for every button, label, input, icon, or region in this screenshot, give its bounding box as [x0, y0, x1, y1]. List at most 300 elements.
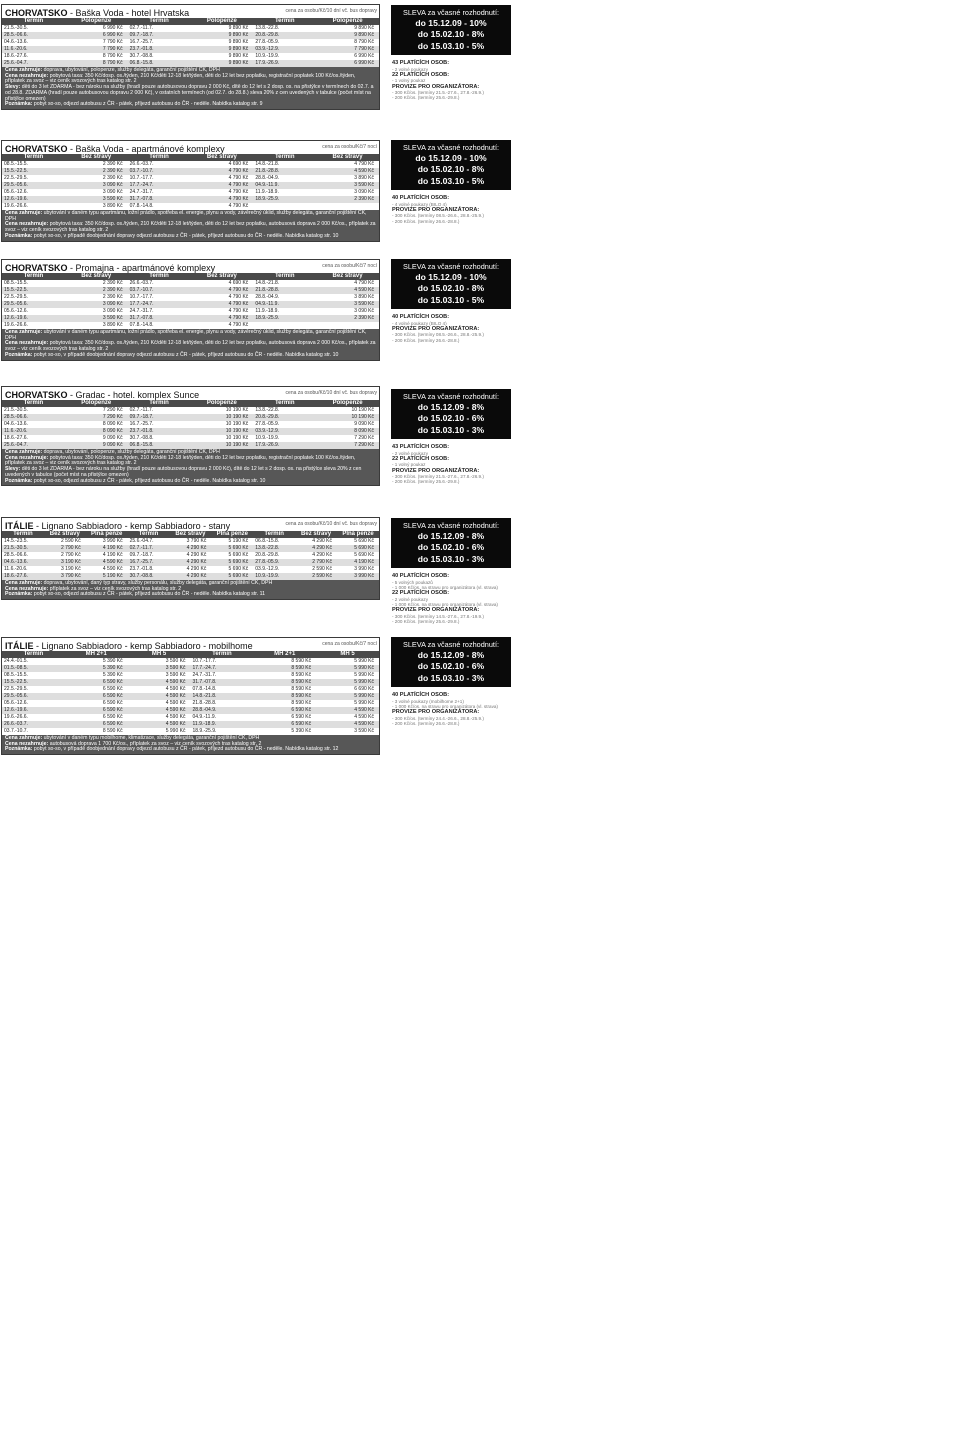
table-cell: 22.5.-29.5.	[2, 294, 65, 301]
table-cell: 21.8.-28.8.	[190, 700, 253, 707]
table-cell: 4 790 Kč	[190, 168, 253, 175]
section-header	[2, 518, 379, 531]
price-table-body	[2, 161, 379, 210]
table-cell: 10.7.-17.7.	[128, 175, 191, 182]
group-offer-heading: 40 PLATÍCÍCH OSOB:	[392, 573, 450, 580]
column-header: MH 2+1	[253, 651, 316, 658]
discount-panel	[391, 259, 511, 343]
info-value: pobyt so-so, odjezd autobusu z ČR - pátek, příjezd autobusu do ČR - neděle. Nabídka katalog str. 9	[32, 101, 263, 108]
table-cell: 18.6.-27.6.	[2, 53, 65, 60]
table-cell: 5 990 Kč	[316, 693, 379, 700]
column-header: Termín	[253, 154, 316, 161]
table-cell: 8 790 Kč	[65, 53, 128, 60]
table-row	[2, 315, 379, 322]
section-info	[2, 210, 379, 241]
table-cell: 04.9.-11.9.	[253, 301, 316, 308]
table-cell: 8 090 Kč	[65, 421, 128, 428]
early-booking-box	[391, 259, 511, 309]
table-cell: 3 790 Kč	[170, 538, 212, 545]
table-cell: 10 190 Kč	[316, 407, 379, 414]
table-cell: 2 790 Kč	[44, 545, 86, 552]
discount-panel	[391, 389, 511, 485]
table-cell: 02.7.-11.7.	[128, 407, 191, 414]
table-cell: 10.9.-19.9.	[253, 435, 316, 442]
table-cell: 3 190 Kč	[44, 566, 86, 573]
column-header: Polopenze	[316, 18, 379, 25]
table-row	[2, 658, 379, 665]
early-booking-line: do 15.12.09 - 8%	[417, 650, 485, 660]
table-cell: 3 090 Kč	[65, 189, 128, 196]
table-cell: 04.9.-11.9.	[190, 714, 253, 721]
early-booking-line: do 15.12.09 - 8%	[417, 531, 485, 541]
column-header: Termín	[190, 651, 253, 658]
price-table-box	[1, 259, 380, 361]
table-row	[2, 545, 379, 552]
section-title	[5, 144, 225, 154]
info-value: pobyt so-so, v případě doobjednání dopravy odjezd autobusu z ČR - pátek, příjezd autobusu do ČR - neděle. Nabídka katalog str. 12	[32, 746, 339, 753]
table-row	[2, 161, 379, 168]
table-cell: 4 590 Kč	[128, 693, 191, 700]
table-cell: 3 990 Kč	[337, 566, 379, 573]
info-value: autobusová doprava 1 700 Kč/os., příplatek za svoz – viz ceník svozových tras katalog str. 2	[48, 740, 262, 747]
group-offer-item: - 300 Kč/os. (termíny 21.5.-27.6., 27.8.-26.9.)	[392, 90, 484, 96]
table-cell: 26.6.-03.7.	[128, 161, 191, 168]
column-header: Bez stravy	[170, 531, 212, 538]
early-booking-line: do 15.02.10 - 6%	[417, 413, 485, 424]
table-cell: 2 590 Kč	[44, 538, 86, 545]
table-cell: 4 290 Kč	[170, 573, 212, 580]
table-row	[2, 672, 379, 679]
table-cell: 6 690 Kč	[316, 686, 379, 693]
table-cell: 17.7.-24.7.	[128, 182, 191, 189]
table-row	[2, 294, 379, 301]
table-cell: 15.5.-22.5.	[2, 679, 65, 686]
column-header: Termín	[128, 154, 191, 161]
table-cell: 5 990 Kč	[316, 665, 379, 672]
section-info	[2, 449, 379, 485]
table-cell: 12.6.-19.6.	[2, 707, 65, 714]
table-cell: 4 290 Kč	[170, 545, 212, 552]
table-cell	[316, 322, 379, 329]
info-value: děti do 3 let ZDARMA - bez nároku na služby (hradí pouze autobusovou dopravu 2 000 Kč, dítě do 12 let s 2 dosp. os. na přistýlce v termínech do 02.7. a od 28.8. ZDARMA (hradí pouze autobusovou dopravu 2 000 Kč), v ostatních termínech (od 02.7. do 28.8.) sleva 20% z cen uvedených v tabulce (počet míst na přistýlce omezen)	[5, 84, 374, 102]
table-cell: 03.7.-10.7.	[128, 168, 191, 175]
table-cell: 31.7.-07.8.	[128, 196, 191, 203]
group-offer-heading: PROVIZE PRO ORGANIZÁTORA:	[392, 206, 480, 213]
table-row	[2, 559, 379, 566]
table-cell: 4 590 Kč	[128, 700, 191, 707]
table-cell: 10 190 Kč	[190, 407, 253, 414]
info-key: Poznámka:	[5, 101, 33, 108]
table-cell: 4 590 Kč	[128, 707, 191, 714]
table-cell: 5 990 Kč	[128, 728, 191, 735]
table-row	[2, 407, 379, 414]
info-value: ubytování v daném typu apartmánu, ložní prádlo, spotřeba el. energie, plynu a vody, závěrečný úklid, služby delegáta, garanční pojištění CK, DPH	[5, 329, 367, 341]
info-key: Cena zahrnuje:	[5, 329, 43, 335]
table-cell: 3 090 Kč	[65, 301, 128, 308]
table-cell: 5 390 Kč	[65, 665, 128, 672]
table-cell: 20.8.-29.8.	[253, 32, 316, 39]
table-row	[2, 182, 379, 189]
table-cell: 09.7.-18.7.	[128, 32, 191, 39]
table-cell: 11.6.-20.6.	[2, 46, 65, 53]
early-booking-title: SLEVA za včasné rozhodnutí:	[403, 392, 499, 401]
early-booking-line: do 15.03.10 - 3%	[417, 672, 485, 683]
table-cell: 14.8.-21.8.	[190, 693, 253, 700]
section-title	[5, 263, 215, 273]
info-value: pobytová taxa: 350 Kč/dosp. os./týden, 210 Kč/děti 12-18 let/týden, děti do 12 let bez poplatku, registrační poplatek 100 Kč/os./týden, příplatek za svoz – viz ceník svozových tras katalog str. 2	[5, 454, 356, 467]
table-cell: 02.7.-11.7.	[128, 545, 170, 552]
column-header: Polopenze	[316, 400, 379, 407]
table-cell: 4 790 Kč	[190, 175, 253, 182]
early-booking-line: do 15.12.09 - 10%	[415, 18, 487, 28]
price-table-head	[2, 154, 379, 161]
table-cell: 10 190 Kč	[190, 421, 253, 428]
early-booking-line: do 15.03.10 - 5%	[417, 175, 485, 186]
table-cell: 28.8.-04.9.	[190, 707, 253, 714]
section-header	[2, 387, 379, 400]
table-cell: 20.8.-29.8.	[253, 552, 295, 559]
table-row	[2, 421, 379, 428]
table-cell: 2 790 Kč	[295, 559, 337, 566]
info-value: doprava, ubytování, daný typ stravy, služby personálu, služby delegáta, garanční pojištění CK, DPH	[42, 580, 273, 586]
table-cell: 5 990 Kč	[316, 700, 379, 707]
table-cell: 4 590 Kč	[128, 679, 191, 686]
table-cell: 4 590 Kč	[86, 559, 128, 566]
column-header: Plná penze	[211, 531, 253, 538]
table-cell: 10 190 Kč	[190, 428, 253, 435]
info-value: pobyt so-so, odjezd autobusu z ČR - pátek, příjezd autobusu do ČR - neděle. Nabídka katalog str. 11	[32, 591, 266, 598]
table-cell: 4 790 Kč	[190, 287, 253, 294]
table-cell: 6 990 Kč	[65, 25, 128, 32]
table-cell: 5 390 Kč	[65, 672, 128, 679]
table-cell: 24.7.-31.7.	[128, 189, 191, 196]
table-cell: 2 590 Kč	[295, 573, 337, 580]
table-cell: 4 790 Kč	[190, 294, 253, 301]
table-cell: 2 390 Kč	[316, 315, 379, 322]
table-cell: 6 990 Kč	[316, 60, 379, 67]
column-header: Termín	[2, 18, 65, 25]
table-cell: 17.7.-24.7.	[190, 665, 253, 672]
info-value: pobyt so-so, odjezd autobusu z ČR - pátek, příjezd autobusu do ČR - neděle. Nabídka katalog str. 10	[32, 477, 266, 484]
table-cell: 08.5.-15.5.	[2, 161, 65, 168]
section-info	[2, 329, 379, 360]
table-cell: 4 190 Kč	[337, 559, 379, 566]
table-cell: 13.8.-22.8.	[253, 407, 316, 414]
table-cell: 06.8.-15.8.	[253, 538, 295, 545]
table-cell: 27.8.-05.9.	[253, 559, 295, 566]
table-cell: 11.9.-18.9.	[190, 721, 253, 728]
group-offer	[391, 309, 511, 343]
discount-panel	[391, 637, 511, 726]
section-title	[5, 521, 230, 531]
price-table-body	[2, 407, 379, 449]
table-cell: 2 390 Kč	[65, 175, 128, 182]
group-offer-item: - 2 volné poukazy	[392, 450, 429, 456]
section-title-place: - Promajna - apartmánové komplexy	[67, 263, 216, 273]
price-table-head	[2, 651, 379, 658]
table-cell: 3 890 Kč	[65, 203, 128, 210]
info-value: děti do 3 let ZDARMA - bez nároku na služby (hradí pouze autobusovou dopravu 2 000 Kč), dítě do 12 let s 2 dosp. os. na přistýlce sleva 20% z cen uvedených v tabulce (počet míst na přistýlce omezen)	[5, 466, 362, 478]
group-offer-heading: 40 PLATÍCÍCH OSOB:	[392, 692, 450, 699]
info-line	[5, 747, 376, 753]
table-cell: 4 190 Kč	[86, 552, 128, 559]
table-cell: 14.8.-21.8.	[253, 161, 316, 168]
table-cell: 09.7.-18.7.	[128, 552, 170, 559]
table-cell: 08.5.-15.5.	[2, 672, 65, 679]
table-row	[2, 189, 379, 196]
table-cell: 9 090 Kč	[316, 421, 379, 428]
price-table-body	[2, 280, 379, 329]
group-offer-item: - 1 000 Kč/os. na stravu pro organizátora (vl. strava)	[392, 601, 498, 607]
header-row	[2, 400, 379, 407]
table-cell: 19.6.-26.6.	[2, 714, 65, 721]
info-line	[5, 353, 376, 359]
table-cell: 9 890 Kč	[190, 60, 253, 67]
column-header: Termín	[2, 400, 65, 407]
table-cell: 28.5.-06.6.	[2, 32, 65, 39]
column-header: Polopenze	[190, 18, 253, 25]
early-booking-line: do 15.03.10 - 5%	[417, 40, 485, 51]
table-cell: 28.8.-04.9.	[253, 175, 316, 182]
column-header: Plná penze	[86, 531, 128, 538]
table-row	[2, 60, 379, 67]
column-header: Termín	[2, 273, 65, 280]
table-cell: 5 990 Kč	[316, 658, 379, 665]
table-cell: 3 090 Kč	[65, 182, 128, 189]
column-header: Termín	[128, 18, 191, 25]
table-cell: 4 790 Kč	[190, 301, 253, 308]
table-cell: 6 590 Kč	[65, 700, 128, 707]
group-offer-item: - 2 volné poukazy	[392, 66, 429, 72]
table-cell: 4 590 Kč	[316, 714, 379, 721]
header-row	[2, 154, 379, 161]
info-value: pobyt so-so, v případě doobjednání dopravy odjezd autobusu z ČR - pátek, příjezd autobusu do ČR - neděle. Nabídka katalog str. 10	[32, 351, 339, 358]
group-offer	[391, 568, 511, 624]
table-cell: 4 590 Kč	[128, 686, 191, 693]
price-table-body	[2, 658, 379, 735]
early-booking-line: do 15.12.09 - 10%	[415, 272, 487, 282]
table-cell: 5 690 Kč	[211, 573, 253, 580]
section-info	[2, 735, 379, 754]
table-cell: 5 990 Kč	[316, 679, 379, 686]
column-header: Bez stravy	[65, 273, 128, 280]
table-cell: 07.8.-14.8.	[128, 322, 191, 329]
table-cell: 3 590 Kč	[65, 315, 128, 322]
group-offer-item: - 300 Kč/os. (termíny 14.5.-27.6., 27.8.-19.9.)	[392, 613, 484, 619]
table-cell: 3 890 Kč	[65, 322, 128, 329]
table-cell: 04.6.-13.6.	[2, 559, 44, 566]
table-cell: 16.7.-25.7.	[128, 421, 191, 428]
price-table	[2, 273, 379, 329]
table-row	[2, 428, 379, 435]
table-cell: 09.7.-18.7.	[128, 414, 191, 421]
table-cell: 4 790 Kč	[190, 203, 253, 210]
info-key: Poznámka:	[5, 477, 33, 484]
table-row	[2, 693, 379, 700]
group-offer-item: - 200 Kč/os. (termíny 25.6.-29.8.)	[392, 618, 460, 624]
section-title-place: - Gradac - hotel. komplex Sunce	[67, 390, 200, 400]
early-booking-box	[391, 140, 511, 190]
price-note: cena za osobu/Kč/10 dní vč. bus dopravy	[285, 521, 377, 527]
table-cell: 05.6.-12.6.	[2, 189, 65, 196]
table-row	[2, 175, 379, 182]
column-header: Polopenze	[65, 18, 128, 25]
table-cell: 01.5.-08.5.	[2, 665, 65, 672]
table-cell: 3 590 Kč	[128, 658, 191, 665]
table-cell: 6 590 Kč	[65, 686, 128, 693]
table-row	[2, 721, 379, 728]
group-offer-item: - 2 volné poukazy	[392, 596, 429, 602]
column-header: Bez stravy	[295, 531, 337, 538]
info-key: Cena nezahrnuje:	[5, 585, 49, 592]
group-offer-item: - 3 volné poukazy (mobilhome 2+1)	[392, 698, 464, 704]
price-table	[2, 400, 379, 449]
group-offer-heading: 43 PLATÍCÍCH OSOB:	[392, 444, 450, 451]
group-offer-item: - 200 Kč/os. (termíny 25.6.-29.8.)	[392, 95, 460, 101]
table-cell: 4 790 Kč	[190, 196, 253, 203]
table-cell: 8 590 Kč	[253, 679, 316, 686]
table-cell: 12.6.-19.6.	[2, 196, 65, 203]
price-note: cena za osobu/Kč/7 nocí	[322, 263, 377, 269]
table-row	[2, 301, 379, 308]
table-cell: 21.8.-28.8.	[253, 287, 316, 294]
group-offer-heading: 22 PLATÍCÍCH OSOB:	[392, 455, 450, 462]
discount-panel	[391, 5, 511, 101]
table-cell: 5 690 Kč	[211, 559, 253, 566]
early-booking-box	[391, 5, 511, 55]
info-key: Poznámka:	[5, 591, 33, 598]
table-cell: 3 890 Kč	[316, 175, 379, 182]
table-cell: 04.9.-11.9.	[253, 182, 316, 189]
price-table-head	[2, 273, 379, 280]
section-info	[2, 580, 379, 599]
table-cell: 19.6.-26.6.	[2, 203, 65, 210]
table-cell: 5 690 Kč	[211, 566, 253, 573]
column-header: Termín	[253, 273, 316, 280]
price-table-body	[2, 25, 379, 67]
early-booking-line: do 15.12.09 - 10%	[415, 153, 487, 163]
table-cell: 8 090 Kč	[65, 428, 128, 435]
table-cell: 8 590 Kč	[253, 665, 316, 672]
table-cell: 18.6.-27.6.	[2, 573, 44, 580]
table-cell: 14.8.-21.8.	[253, 280, 316, 287]
column-header: Termín	[128, 531, 170, 538]
price-table-box	[1, 4, 380, 110]
table-cell: 9 890 Kč	[316, 32, 379, 39]
table-cell: 5 690 Kč	[211, 545, 253, 552]
column-header: Termín	[2, 154, 65, 161]
column-header: Bez stravy	[44, 531, 86, 538]
price-note: cena za osobu/Kč/7 nocí	[322, 641, 377, 647]
early-booking-title: SLEVA za včasné rozhodnutí:	[403, 262, 499, 271]
table-row	[2, 566, 379, 573]
table-cell: 6 990 Kč	[65, 32, 128, 39]
group-offer-item: - 1 volný poukaz	[392, 78, 426, 84]
table-cell: 15.5.-22.5.	[2, 287, 65, 294]
table-cell: 8 090 Kč	[316, 428, 379, 435]
table-cell: 7 290 Kč	[65, 414, 128, 421]
table-row	[2, 53, 379, 60]
table-cell: 15.5.-22.5.	[2, 168, 65, 175]
table-cell: 30.7.-08.8.	[128, 435, 191, 442]
table-row	[2, 714, 379, 721]
table-cell: 8 790 Kč	[65, 60, 128, 67]
table-cell: 03.7.-10.7.	[2, 728, 65, 735]
table-cell: 16.7.-25.7.	[128, 39, 191, 46]
table-cell: 3 090 Kč	[316, 308, 379, 315]
info-key: Poznámka:	[5, 746, 33, 753]
table-cell: 7 290 Kč	[316, 442, 379, 449]
table-cell: 9 890 Kč	[190, 25, 253, 32]
table-row	[2, 280, 379, 287]
table-cell: 6 590 Kč	[65, 679, 128, 686]
table-row	[2, 203, 379, 210]
group-offer-heading: PROVIZE PRO ORGANIZÁTORA:	[392, 325, 480, 332]
table-cell: 2 390 Kč	[316, 196, 379, 203]
table-cell: 4 690 Kč	[190, 280, 253, 287]
section-title-country: ITÁLIE	[5, 521, 34, 531]
table-cell: 4 590 Kč	[86, 566, 128, 573]
table-cell: 5 390 Kč	[65, 658, 128, 665]
group-offer	[391, 190, 511, 224]
table-cell: 02.7.-11.7.	[128, 25, 191, 32]
table-cell: 5 390 Kč	[253, 728, 316, 735]
info-line	[5, 102, 376, 108]
table-cell: 10 190 Kč	[316, 414, 379, 421]
table-cell: 21.8.-28.8.	[253, 168, 316, 175]
table-cell: 10.7.-17.7.	[190, 658, 253, 665]
info-key: Slevy:	[5, 466, 21, 473]
price-table	[2, 651, 379, 735]
table-cell: 8 590 Kč	[253, 658, 316, 665]
table-cell: 3 590 Kč	[65, 196, 128, 203]
table-cell: 5 690 Kč	[211, 552, 253, 559]
table-cell	[316, 203, 379, 210]
group-offer-heading: PROVIZE PRO ORGANIZÁTORA:	[392, 607, 480, 614]
group-offer-item: - 1 000 Kč/os. na stravu pro organizátora (vl. strava)	[392, 584, 498, 590]
table-cell: 29.5.-05.6.	[2, 182, 65, 189]
table-cell: 6 590 Kč	[253, 721, 316, 728]
info-line	[5, 234, 376, 240]
table-cell: 3 590 Kč	[128, 672, 191, 679]
table-cell: 8 590 Kč	[253, 700, 316, 707]
column-header: Termín	[2, 651, 65, 658]
table-cell: 9 090 Kč	[65, 435, 128, 442]
table-cell: 30.7.-08.8.	[128, 573, 170, 580]
group-offer-item: - 200 Kč/os. (termíny 26.6.-28.8.)	[392, 720, 460, 726]
early-booking-line: do 15.02.10 - 8%	[417, 164, 485, 175]
early-booking-title: SLEVA za včasné rozhodnutí:	[403, 521, 499, 530]
table-cell: 10 190 Kč	[190, 435, 253, 442]
table-row	[2, 39, 379, 46]
table-cell: 23.7.-01.8.	[128, 46, 191, 53]
table-cell: 13.8.-22.8.	[253, 25, 316, 32]
section-title-country: CHORVATSKO	[5, 8, 68, 18]
section-title	[5, 8, 189, 18]
table-cell: 2 390 Kč	[65, 280, 128, 287]
table-cell: 26.6.-03.7.	[2, 721, 65, 728]
table-cell: 4 790 Kč	[190, 182, 253, 189]
table-cell: 14.5.-23.5.	[2, 538, 44, 545]
section-title-country: ITÁLIE	[5, 641, 34, 651]
table-cell: 4 290 Kč	[295, 545, 337, 552]
table-cell: 3 790 Kč	[44, 573, 86, 580]
column-header: Termín	[253, 18, 316, 25]
table-cell: 4 790 Kč	[190, 322, 253, 329]
section-header	[2, 141, 379, 154]
table-cell: 5 190 Kč	[211, 538, 253, 545]
table-cell: 7 790 Kč	[316, 46, 379, 53]
